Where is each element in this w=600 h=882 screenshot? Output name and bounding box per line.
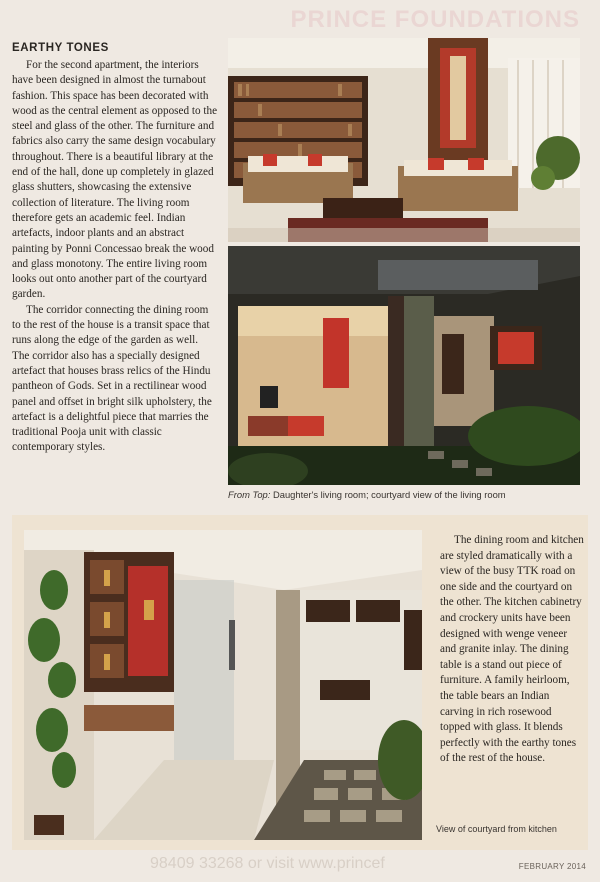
article-paragraph: For the second apartment, the interiors have been designed in almost the turnabout fashion. This space has been decorated with wood as the central element as opposed to the steel and glass of the other. The furniture and fabrics also carry the same design vocabulary throughout. There is a beautiful library at the end of the hall, done up completely in glazed glass shutters, showcasing the extensive collection of literature. The living room therefore gets an academic feel. Indian artefacts, indoor plants and an abstract painting by Ponni Concessao break the wood and glass monotony. The entire living room looks out onto another part of the courtyard garden. xyxy=(12,59,218,301)
article-body xyxy=(12,58,218,456)
page-folio: FEBRUARY 2014 xyxy=(518,862,586,871)
bottom-photo-caption: View of courtyard from kitchen xyxy=(436,824,557,834)
courtyard-from-kitchen-photo xyxy=(24,530,422,840)
article-column xyxy=(12,42,218,456)
article-paragraph: The corridor connecting the dining room to the rest of the house is a transit space that runs along the edge of the garden as well. The corridor also has a specially designed artefact that houses brass relics of the Hindu pantheon of Gods. Set in a rectilinear wood panel and offset in bright silk upholstery, the artefact is a delightful piece that marries the traditional Pooja unit with classic contemporary styles. xyxy=(12,303,212,454)
living-room-photo xyxy=(228,38,580,242)
dining-paragraph: The dining room and kitchen are styled dramatically with a view of the busy TTK road on one side and the courtyard on the other. The kitchen cabinetry and crockery units have been designed with wenge veneer and granite inlay. The dining table is a stand out piece of furniture. A family heirloom, the table bears an Indian carving in rich rosewood topped with glass. It blends perfectly with the earthy tones of the rest of the house. xyxy=(440,534,584,765)
caption-lead: From Top: xyxy=(228,489,271,500)
top-photos-caption xyxy=(228,489,588,500)
watermark-masthead: PRINCE FOUNDATIONS xyxy=(290,6,580,33)
section-heading: EARTHY TONES xyxy=(12,42,109,54)
caption-text: Daughter's living room; courtyard view of the living room xyxy=(270,489,506,500)
watermark-footer: 98409 33268 or visit www.princef xyxy=(150,855,385,872)
dining-text xyxy=(440,533,584,767)
courtyard-living-photo xyxy=(228,246,580,485)
